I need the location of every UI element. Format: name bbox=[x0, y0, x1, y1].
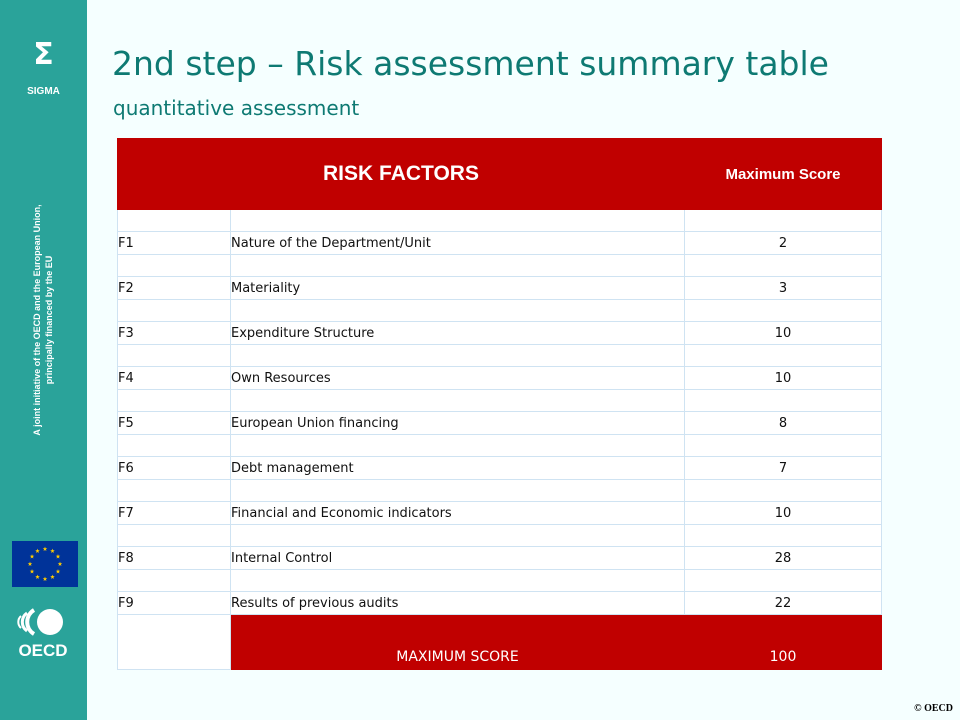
eu-star-icon bbox=[30, 569, 35, 573]
initiative-text-line-2: principally financed by the EU bbox=[44, 255, 54, 385]
empty-cell bbox=[231, 210, 685, 232]
eu-star-icon bbox=[35, 549, 40, 553]
maximum-score-header: Maximum Score bbox=[685, 139, 882, 210]
empty-cell bbox=[685, 570, 882, 592]
factor-code: F2 bbox=[118, 277, 231, 300]
factor-max-score: 3 bbox=[685, 277, 882, 300]
copyright: © OECD bbox=[914, 703, 953, 714]
empty-cell bbox=[231, 390, 685, 412]
factor-label: Own Resources bbox=[231, 367, 685, 390]
table-row bbox=[118, 322, 882, 345]
spacer-row bbox=[118, 300, 882, 322]
empty-cell bbox=[685, 390, 882, 412]
factor-label: Financial and Economic indicators bbox=[231, 502, 685, 525]
factor-max-score: 10 bbox=[685, 322, 882, 345]
sigma-logo-icon: Σ bbox=[33, 37, 54, 72]
eu-star-icon bbox=[43, 577, 48, 581]
factor-max-score: 8 bbox=[685, 412, 882, 435]
factor-max-score: 22 bbox=[685, 592, 882, 615]
empty-cell bbox=[118, 480, 231, 502]
table-row bbox=[118, 232, 882, 255]
sigma-label: SIGMA bbox=[27, 86, 60, 97]
factor-code: F1 bbox=[118, 232, 231, 255]
factor-label: Internal Control bbox=[231, 547, 685, 570]
eu-star-icon bbox=[50, 575, 55, 579]
empty-cell bbox=[231, 570, 685, 592]
page-subtitle: quantitative assessment bbox=[113, 96, 360, 120]
empty-cell bbox=[231, 255, 685, 277]
eu-star-icon bbox=[30, 554, 35, 558]
factor-code: F7 bbox=[118, 502, 231, 525]
empty-cell bbox=[685, 345, 882, 367]
oecd-logo-icon bbox=[14, 606, 72, 660]
table-row bbox=[118, 367, 882, 390]
table-row bbox=[118, 547, 882, 570]
factor-code: F3 bbox=[118, 322, 231, 345]
table-row bbox=[118, 457, 882, 480]
empty-cell bbox=[685, 525, 882, 547]
page-title: 2nd step – Risk assessment summary table bbox=[112, 44, 829, 83]
spacer-row bbox=[118, 480, 882, 502]
table-row bbox=[118, 502, 882, 525]
empty-cell bbox=[118, 345, 231, 367]
initiative-text-line-1: A joint initiative of the OECD and the European Union, bbox=[32, 204, 42, 436]
spacer-row bbox=[118, 435, 882, 457]
factor-max-score: 2 bbox=[685, 232, 882, 255]
empty-cell bbox=[118, 435, 231, 457]
table-row bbox=[118, 592, 882, 615]
factor-max-score: 7 bbox=[685, 457, 882, 480]
empty-cell bbox=[118, 255, 231, 277]
empty-cell bbox=[685, 210, 882, 232]
empty-cell bbox=[118, 390, 231, 412]
eu-flag-icon bbox=[12, 541, 78, 587]
risk-factors-header: RISK FACTORS bbox=[118, 139, 685, 210]
empty-cell bbox=[685, 435, 882, 457]
total-score: 100 bbox=[685, 615, 882, 670]
table-header-row bbox=[118, 139, 882, 210]
empty-cell bbox=[231, 480, 685, 502]
empty-cell bbox=[685, 480, 882, 502]
spacer-row bbox=[118, 390, 882, 412]
risk-assessment-table bbox=[117, 138, 882, 670]
empty-cell bbox=[118, 300, 231, 322]
factor-code: F4 bbox=[118, 367, 231, 390]
empty-cell bbox=[231, 300, 685, 322]
factor-label: Nature of the Department/Unit bbox=[231, 232, 685, 255]
factor-label: European Union financing bbox=[231, 412, 685, 435]
table-row bbox=[118, 412, 882, 435]
spacer-row bbox=[118, 570, 882, 592]
spacer-row bbox=[118, 345, 882, 367]
eu-star-icon bbox=[50, 549, 55, 553]
empty-cell bbox=[685, 300, 882, 322]
empty-cell bbox=[118, 210, 231, 232]
empty-cell bbox=[118, 525, 231, 547]
factor-code: F8 bbox=[118, 547, 231, 570]
initiative-text bbox=[31, 170, 55, 470]
table-row bbox=[118, 277, 882, 300]
total-blank-cell bbox=[118, 615, 231, 670]
factor-max-score: 28 bbox=[685, 547, 882, 570]
spacer-row bbox=[118, 525, 882, 547]
empty-cell bbox=[685, 255, 882, 277]
empty-cell bbox=[231, 435, 685, 457]
eu-star-icon bbox=[35, 575, 40, 579]
spacer-row bbox=[118, 210, 882, 232]
factor-code: F5 bbox=[118, 412, 231, 435]
factor-code: F6 bbox=[118, 457, 231, 480]
empty-cell bbox=[231, 525, 685, 547]
factor-max-score: 10 bbox=[685, 367, 882, 390]
empty-cell bbox=[231, 345, 685, 367]
eu-star-icon bbox=[56, 569, 61, 573]
empty-cell bbox=[118, 570, 231, 592]
table-body bbox=[118, 210, 882, 615]
factor-label: Expenditure Structure bbox=[231, 322, 685, 345]
factor-label: Materiality bbox=[231, 277, 685, 300]
eu-star-icon bbox=[43, 547, 48, 551]
total-row bbox=[118, 615, 882, 670]
oecd-logo-text: OECD bbox=[18, 641, 68, 660]
total-label: MAXIMUM SCORE bbox=[231, 615, 685, 670]
factor-label: Results of previous audits bbox=[231, 592, 685, 615]
factor-max-score: 10 bbox=[685, 502, 882, 525]
spacer-row bbox=[118, 255, 882, 277]
eu-star-icon bbox=[28, 562, 33, 566]
sidebar bbox=[0, 0, 87, 720]
factor-code: F9 bbox=[118, 592, 231, 615]
eu-star-icon bbox=[56, 554, 61, 558]
eu-star-icon bbox=[58, 562, 63, 566]
factor-label: Debt management bbox=[231, 457, 685, 480]
